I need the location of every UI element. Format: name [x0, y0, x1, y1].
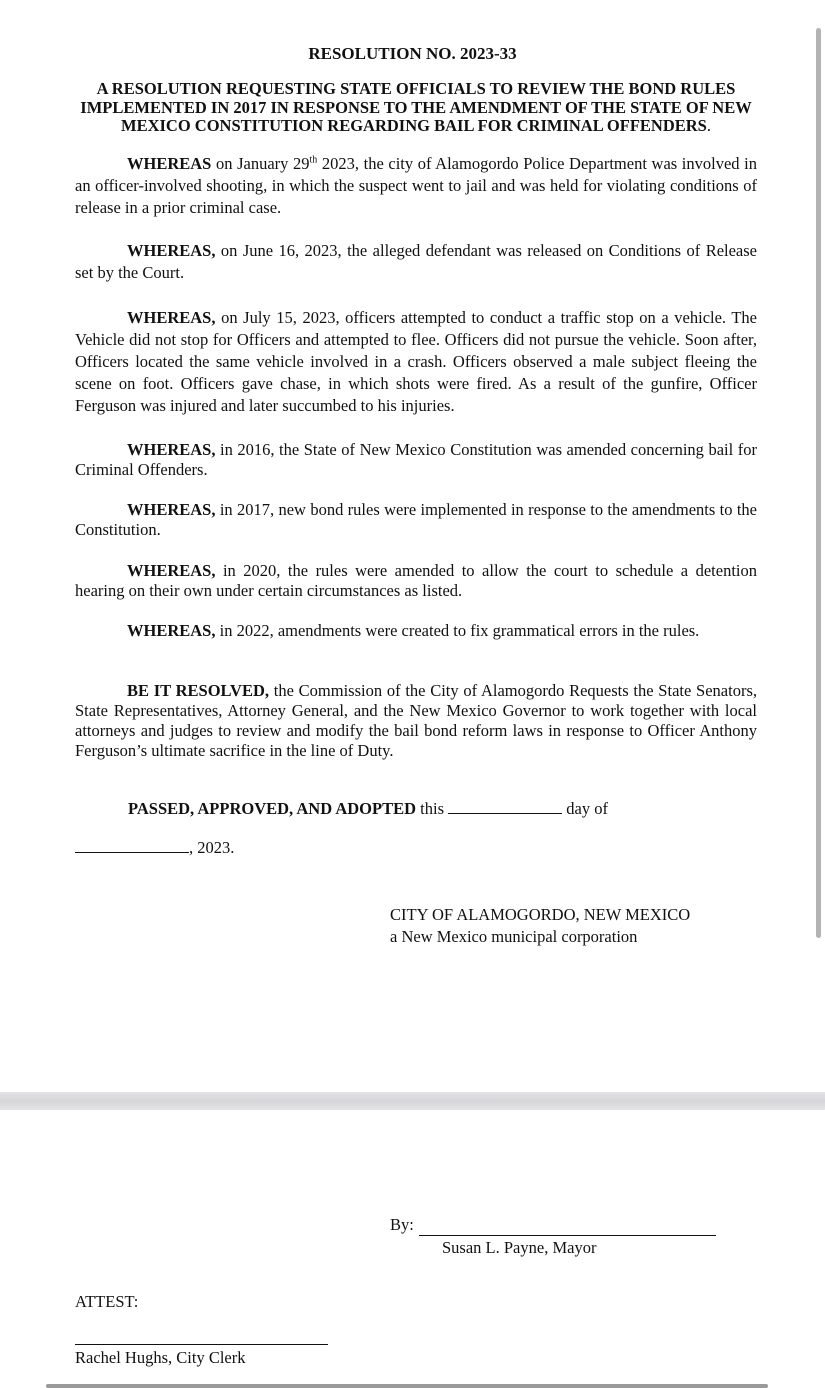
vertical-scrollbar[interactable]	[816, 28, 821, 938]
document-page-2	[0, 1110, 825, 1388]
whereas-paragraph-4: WHEREAS, in 2016, the State of New Mexico Constitution was amended concerning bail for Criminal Offenders.	[75, 440, 757, 479]
whereas-label: WHEREAS,	[127, 308, 216, 327]
month-blank	[75, 838, 189, 853]
page-break	[0, 1092, 825, 1110]
resolution-title: RESOLUTION NO. 2023-33	[308, 44, 517, 63]
by-label: By:	[390, 1215, 414, 1234]
day-blank	[448, 799, 562, 814]
mayor-signature-line	[419, 1235, 716, 1236]
caption-period: .	[706, 116, 711, 135]
whereas-paragraph-1: WHEREAS on January 29th 2023, the city of Alamogordo Police Department was involved in an officer-involved shooting, in which the suspect went to jail and was held for violating conditions of release in a prior criminal case.	[75, 154, 757, 217]
passed-year-line: , 2023.	[75, 837, 234, 859]
resolved-paragraph: BE IT RESOLVED, the Commission of the City of Alamogordo Requests the State Senators, State Representatives, Attorney General, and the New Mexico Governor to work together with local attorneys and judges to review and modify the bail bond reform laws in response to Officer Anthony Ferguson’s ultimate sacrifice in the line of Duty.	[75, 681, 757, 760]
whereas-paragraph-3: WHEREAS, on July 15, 2023, officers attempted to conduct a traffic stop on a vehicle. The Vehicle did not stop for Officers and attempted to flee. Officers did not pursue the vehicle. Soon after, Officers located the same vehicle involved in a crash. Officers observed a male subject fleeing the scene on foot. Officers gave chase, in which shots were fired. As a result of the gunfire, Officer Ferguson was injured and later succumbed to his injuries.	[75, 308, 757, 415]
page-bottom-edge	[46, 1384, 768, 1388]
clerk-name: Rachel Hughs, City Clerk	[75, 1348, 246, 1367]
whereas-label: WHEREAS,	[127, 440, 216, 459]
city-name: CITY OF ALAMOGORDO, NEW MEXICO	[390, 905, 691, 924]
whereas-label: WHEREAS,	[127, 561, 216, 580]
attest-label: ATTEST:	[75, 1292, 139, 1311]
whereas-paragraph-7: WHEREAS, in 2022, amendments were created to fix grammatical errors in the rules.	[127, 621, 700, 640]
whereas-label: WHEREAS	[127, 154, 212, 173]
whereas-label: WHEREAS,	[127, 621, 216, 640]
whereas-paragraph-5: WHEREAS, in 2017, new bond rules were implemented in response to the amendments to the Constitution.	[75, 500, 757, 539]
caption-text: A RESOLUTION REQUESTING STATE OFFICIALS TO REVIEW THE BOND RULES IMPLEMENTED IN 2017 IN RESPONSE TO THE AMENDMENT OF THE STATE OF NEW MEXICO CONSTITUTION REGARDING BAIL FOR CRIMINAL OFFENDERS	[80, 79, 752, 135]
whereas-label: WHEREAS,	[127, 500, 216, 519]
whereas-label: WHEREAS,	[127, 241, 216, 260]
resolved-label: BE IT RESOLVED,	[127, 681, 270, 700]
whereas-paragraph-2: WHEREAS, on June 16, 2023, the alleged defendant was released on Conditions of Release set by the Court.	[75, 241, 757, 282]
mayor-name: Susan L. Payne, Mayor	[442, 1238, 597, 1257]
whereas-paragraph-6: WHEREAS, in 2020, the rules were amended to allow the court to schedule a detention hearing on their own under certain circumstances as listed.	[75, 561, 757, 600]
passed-approved-line: PASSED, APPROVED, AND ADOPTED this day of	[128, 799, 608, 818]
city-description: a New Mexico municipal corporation	[390, 927, 638, 946]
clerk-signature-line	[75, 1344, 328, 1345]
resolution-caption	[75, 80, 757, 136]
